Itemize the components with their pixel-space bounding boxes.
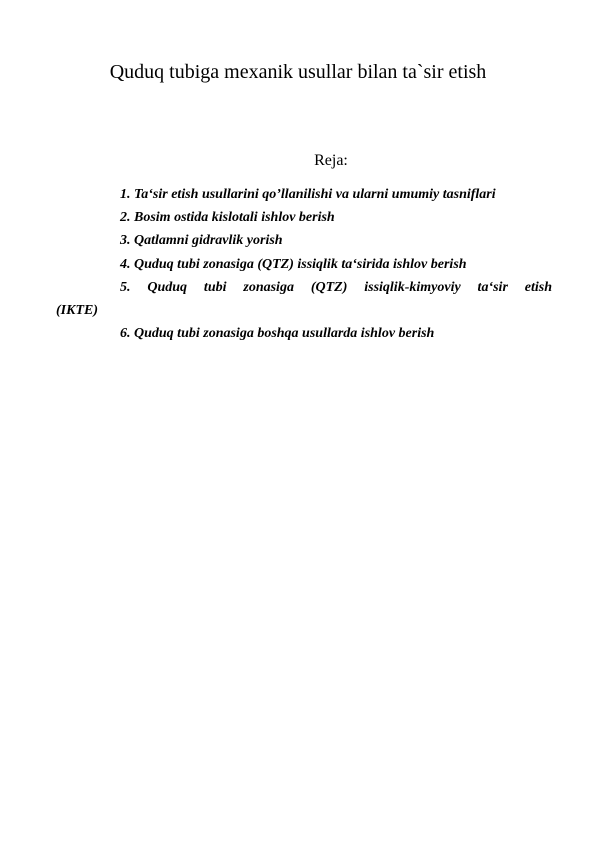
plan-item-5-line-1: 5. Quduq tubi zonasiga (QTZ) issiqlik-kimyoviy ta‘sir etish	[120, 279, 552, 295]
plan-item-4: 4. Quduq tubi zonasiga (QTZ) issiqlik ta‘sirida ishlov berish	[120, 256, 467, 272]
plan-item-5	[56, 276, 552, 322]
plan-item-2: 2. Bosim ostida kislotali ishlov berish	[120, 210, 335, 226]
plan-item-3: 3. Qatlamni gidravlik yorish	[120, 233, 283, 249]
plan-list	[56, 183, 552, 345]
plan-heading-container	[0, 0, 596, 200]
plan-item-5-line-2: (IKTE)	[56, 303, 98, 319]
plan-heading: Reja:	[314, 152, 348, 169]
document-title: Quduq tubiga mexanik usullar bilan ta`sir etish	[109, 61, 487, 83]
plan-item-1: 1. Ta‘sir etish usullarini qo’llanilishi va ularni umumiy tasniflari	[120, 187, 496, 202]
plan-item-6: 6. Quduq tubi zonasiga boshqa usullarda ishlov berish	[120, 326, 435, 342]
